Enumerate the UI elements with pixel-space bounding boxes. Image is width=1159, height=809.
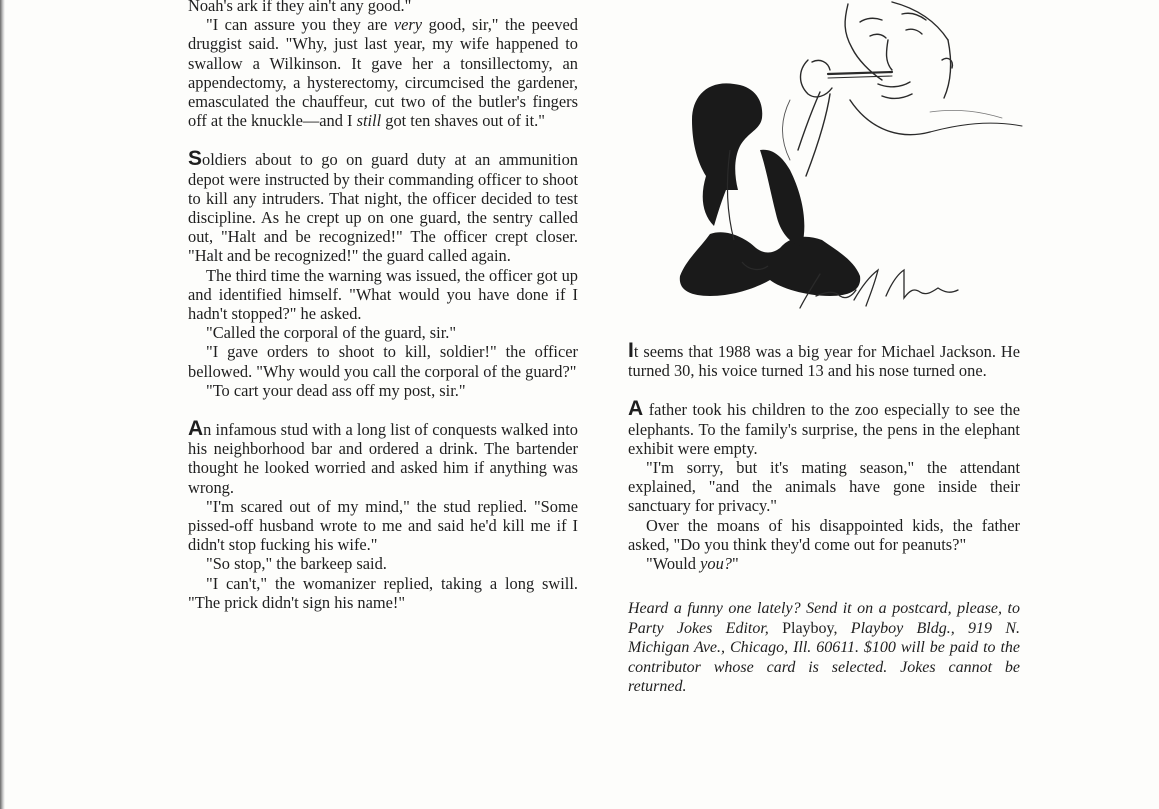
joke-3-punchline bbox=[188, 574, 578, 612]
magazine-name: Playboy, bbox=[782, 619, 838, 637]
joke-1-punchline bbox=[188, 15, 578, 130]
page-spine-shadow bbox=[0, 0, 5, 809]
bold-initial: A bbox=[188, 417, 204, 441]
joke-2-paragraph bbox=[188, 266, 578, 324]
joke-5-punchline bbox=[628, 554, 1020, 573]
paragraph-text: "To cart your dead ass off my post, sir." bbox=[206, 380, 466, 400]
joke-5-setup bbox=[628, 398, 1020, 458]
notice-text: Playboy Bldg., 919 N. Michigan Ave., Chicago, Ill. 60611. $100 will be paid to the contributor whose card is selected. Jokes cannot be returned. bbox=[628, 619, 1020, 696]
paragraph-text: "I gave orders to shoot to kill, soldier!" the officer bellowed. "Why would you call the corporal of the guard?" bbox=[188, 342, 578, 381]
leroy-neiman-illustration bbox=[630, 0, 1025, 320]
text-run: "Would bbox=[646, 554, 701, 574]
joke-3-paragraph bbox=[188, 497, 578, 555]
joke-2-punchline bbox=[188, 381, 578, 400]
italic-text: very bbox=[393, 15, 423, 35]
joke-5-paragraph bbox=[628, 458, 1020, 516]
paragraph-text: "Called the corporal of the guard, sir." bbox=[206, 323, 457, 343]
joke-2-setup bbox=[188, 148, 578, 265]
paragraph-text: "I'm scared out of my mind," the stud replied. "Some pissed-off husband wrote to me and said he'd kill me if I didn't stop fucking his wife." bbox=[188, 496, 578, 555]
text-run: good, sir," the peeved druggist said. "Why, just last year, my wife happened to swallow a Wilkinson. It gave her a tonsillectomy, an appendectomy, a hysterectomy, circumcised the gardener, emasculated the chauffeur, cut two of the butler's fingers off at the knuckle—and I bbox=[188, 15, 578, 131]
italic-text: still bbox=[356, 111, 382, 131]
submission-notice bbox=[628, 599, 1020, 697]
paragraph-text: Over the moans of his disappointed kids, the father asked, "Do you think they'd come out for peanuts?" bbox=[628, 515, 1020, 554]
joke-4 bbox=[628, 340, 1020, 380]
paragraph-text: "So stop," the barkeep said. bbox=[206, 554, 387, 574]
bold-initial: A bbox=[628, 397, 644, 421]
joke-1-end bbox=[188, 0, 578, 15]
bold-initial: I bbox=[628, 339, 634, 362]
paragraph-text: t seems that 1988 was a big year for Michael Jackson. He turned 30, his voice turned 13 and his nose turned one. bbox=[628, 342, 1020, 381]
paragraph-text: father took his children to the zoo especially to see the elephants. To the family's surprise, the pens in the elephant exhibit were empty. bbox=[628, 400, 1020, 458]
bold-initial: S bbox=[188, 147, 203, 171]
text-run: got ten shaves out of it." bbox=[381, 111, 545, 131]
joke-2-paragraph bbox=[188, 323, 578, 342]
joke-3-paragraph bbox=[188, 554, 578, 573]
paragraph-text: n infamous stud with a long list of conquests walked into his neighborhood bar and ordered a drink. The bartender thought he looked worried and asked him if anything was wrong. bbox=[188, 420, 578, 497]
left-column bbox=[188, 0, 578, 612]
paragraph-text: The third time the warning was issued, the officer got up and identified himself. "What would you have done if I hadn't stopped?" he asked. bbox=[188, 265, 578, 324]
text-run: "I can assure you they are bbox=[206, 15, 394, 35]
paragraph-text: oldiers about to go on guard duty at an ammunition depot were instructed by their commanding officer to shoot to kill any intruders. That night, the officer decided to test discipline. As he crept up on one guard, the sentry called out, "Halt and be recognized!" The officer crept closer. "Halt and be recognized!" the guard called again. bbox=[188, 150, 578, 266]
paragraph-text: Noah's ark if they ain't any good." bbox=[188, 0, 412, 15]
joke-3-setup bbox=[188, 418, 578, 497]
right-column bbox=[628, 340, 1020, 697]
joke-5-paragraph bbox=[628, 516, 1020, 554]
notice-text: Heard a funny one lately? Send it on a postcard, please, to Party Jokes Editor, bbox=[628, 600, 1020, 637]
text-run: " bbox=[731, 554, 739, 574]
paragraph-text: "I'm sorry, but it's mating season," the attendant explained, "and the animals have gone inside their sanctuary for privacy." bbox=[628, 458, 1020, 516]
paragraph-text: "I can't," the womanizer replied, taking a long swill. "The prick didn't sign his name!" bbox=[188, 573, 578, 612]
joke-2-paragraph bbox=[188, 342, 578, 380]
italic-text: you? bbox=[700, 554, 732, 574]
